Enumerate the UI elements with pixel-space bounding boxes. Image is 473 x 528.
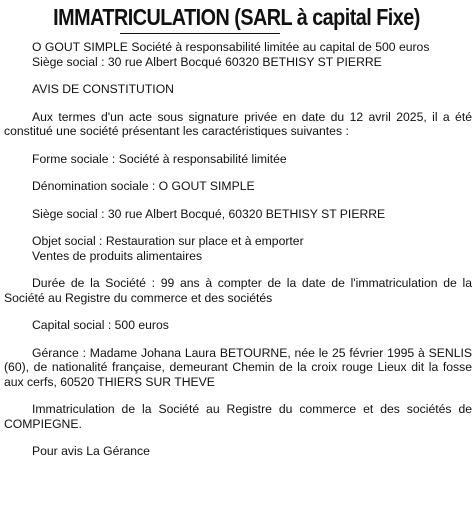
gerance: Gérance : Madame Johana Laura BETOURNE, née le 25 février 1995 à SENLIS (60), de nationalité française, demeurant Chemin de la croix rouge Lieux dit la fosse aux cerfs, 60520 THIERS SUR THEVE bbox=[4, 345, 472, 389]
objet-social-line1: Objet social : Restauration sur place et à emporter bbox=[32, 234, 304, 248]
denomination-sociale: Dénomination sociale : O GOUT SIMPLE bbox=[32, 179, 255, 193]
objet-social bbox=[4, 234, 472, 263]
company-header bbox=[4, 40, 472, 69]
company-header-line1: O GOUT SIMPLE Société à responsabilité limitée au capital de 500 euros bbox=[32, 40, 430, 54]
signature: Pour avis La Gérance bbox=[32, 444, 150, 458]
notice-body bbox=[4, 40, 472, 472]
immatriculation-paragraph: Immatriculation de la Société au Registre du commerce et des sociétés de COMPIEGNE. bbox=[4, 402, 472, 431]
duree-societe: Durée de la Société : 99 ans à compter de la date de l'immatriculation de la Société au Registre du commerce et des sociétés bbox=[4, 276, 472, 305]
intro-paragraph: Aux termes d'un acte sous signature privée en date du 12 avril 2025, il a été constitué une société présentant les caractéristiques suivantes : bbox=[4, 109, 472, 138]
forme-sociale: Forme sociale : Société à responsabilité limitée bbox=[32, 151, 287, 166]
capital-social: Capital social : 500 euros bbox=[32, 318, 169, 332]
notice-title: IMMATRICULATION (SARL à capital Fixe) bbox=[53, 4, 420, 30]
company-header-line2: Siège social : 30 rue Albert Bocqué 60320 BETHISY ST PIERRE bbox=[32, 54, 382, 69]
siege-social: Siège social : 30 rue Albert Bocqué, 60320 BETHISY ST PIERRE bbox=[32, 206, 386, 221]
objet-social-line2: Ventes de produits alimentaires bbox=[32, 248, 203, 263]
avis-title: AVIS DE CONSTITUTION bbox=[32, 82, 174, 96]
title-underline bbox=[120, 33, 280, 34]
